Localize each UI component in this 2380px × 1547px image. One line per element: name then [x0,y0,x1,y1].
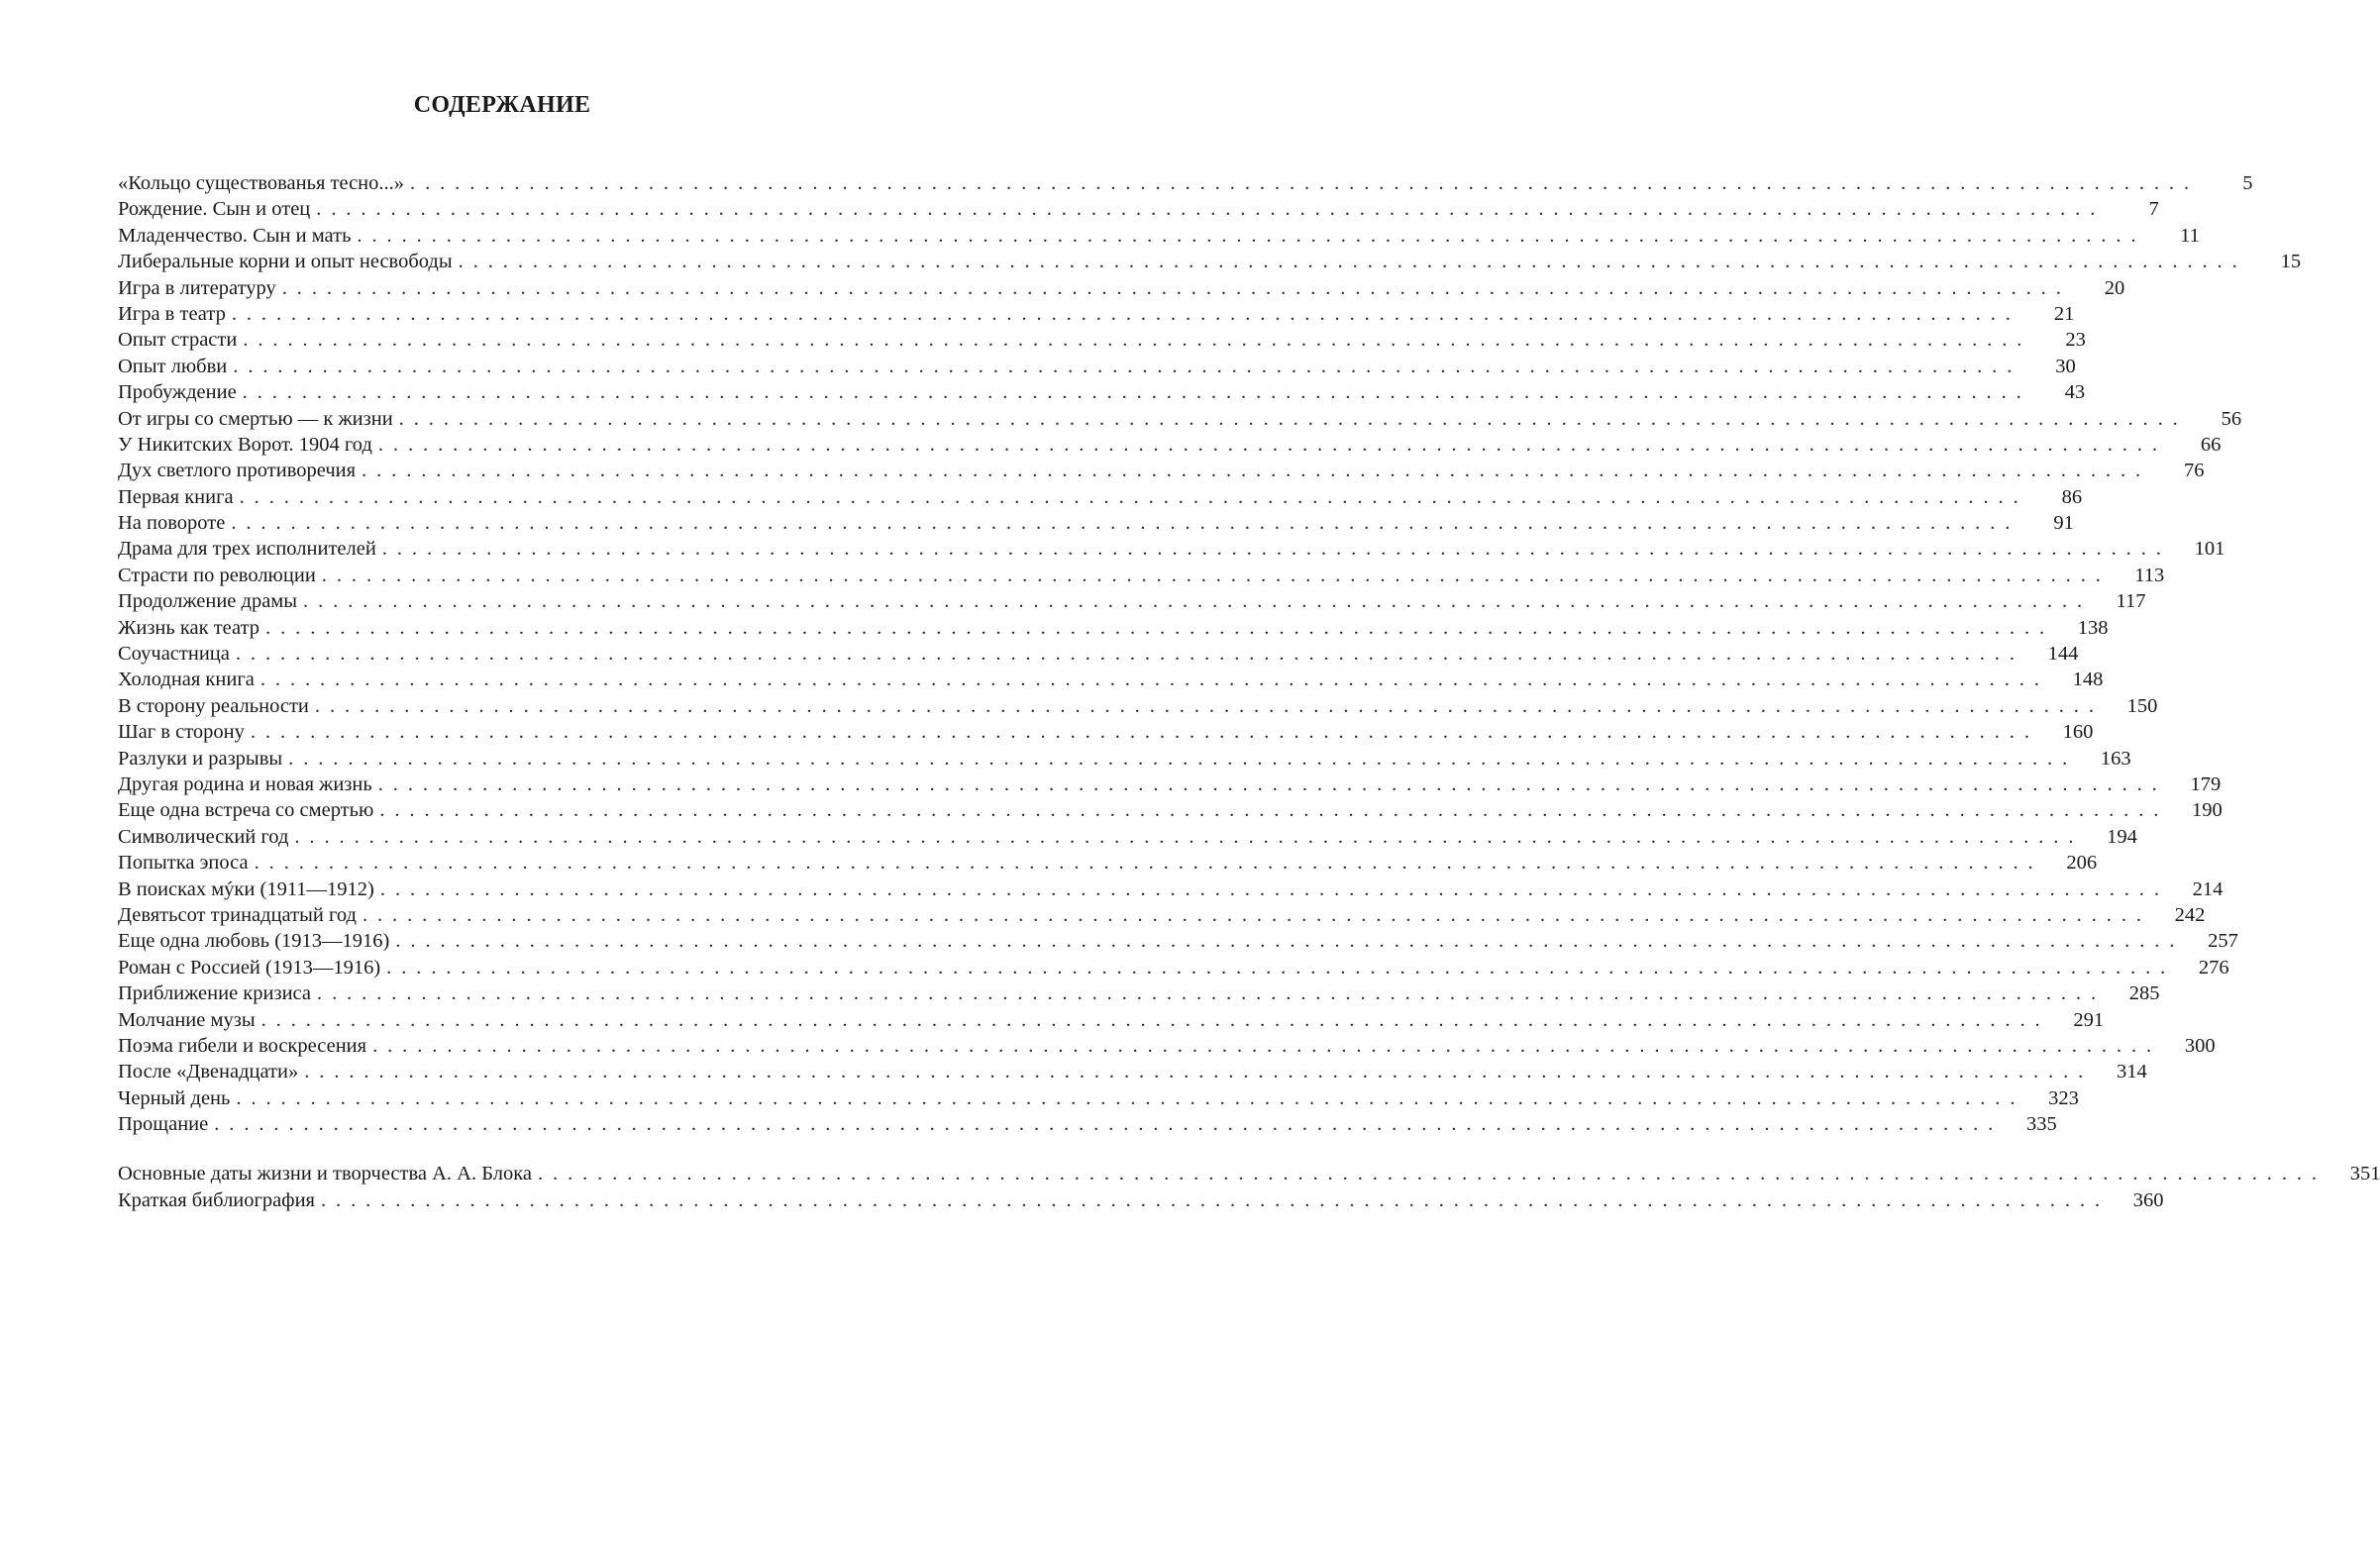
toc-page-number: 160 [2062,721,2094,744]
toc-entry-title: Холодная книга [118,669,255,691]
dot-leader: . . . . . . . . . . . . . . . . . . . . . . . . . . . . . . . . . . . . . . . . . . . . . . . . . . . . . . . . . . . . . . . . . . . . . . . . . . . . . . . . . . . . . . . . . . . . . . . . . . . . . . . . . . . . . . . . . . . . . . . . [458,251,2240,273]
toc-entry-title: Еще одна встреча со смертью [118,799,374,822]
dot-leader: . . . . . . . . . . . . . . . . . . . . . . . . . . . . . . . . . . . . . . . . . . . . . . . . . . . . . . . . . . . . . . . . . . . . . . . . . . . . . . . . . . . . . . . . . . . . . . . . . . . . . . . . . . . . . . . . . . . . . . . . [316,198,2098,221]
toc-entry-title: Младенчество. Сын и мать [118,224,352,247]
dot-leader: . . . . . . . . . . . . . . . . . . . . . . . . . . . . . . . . . . . . . . . . . . . . . . . . . . . . . . . . . . . . . . . . . . . . . . . . . . . . . . . . . . . . . . . . . . . . . . . . . . . . . . . . . . . . . . . . . . . . . . . . [362,903,2144,926]
toc-entry [118,824,2137,850]
toc-entry [118,955,2229,980]
dot-leader: . . . . . . . . . . . . . . . . . . . . . . . . . . . . . . . . . . . . . . . . . . . . . . . . . . . . . . . . . . . . . . . . . . . . . . . . . . . . . . . . . . . . . . . . . . . . . . . . . . . . . . . . . . . . . . . . . . . . . . . . [250,721,2032,744]
dot-leader: . . . . . . . . . . . . . . . . . . . . . . . . . . . . . . . . . . . . . . . . . . . . . . . . . . . . . . . . . . . . . . . . . . . . . . . . . . . . . . . . . . . . . . . . . . . . . . . . . . . . . . . . . . . . . . . . . . . . . . . . [288,747,2070,770]
toc-entry-title: Черный день [118,1086,231,1109]
toc-entry [118,275,2125,301]
toc-entry-title: На повороте [118,512,226,535]
toc-entry-title: Молчание музы [118,1008,256,1031]
toc-entry [118,1161,2380,1186]
toc-entry [118,379,2086,405]
toc-page-number: 214 [2192,877,2224,900]
toc-page-number: 138 [2077,616,2109,639]
toc-entry-title: В сторону реальности [118,694,309,717]
toc-page-number: 144 [2047,643,2079,666]
toc-entry [118,772,2222,797]
toc-entry [118,249,2302,274]
toc-entry [118,1085,2079,1111]
toc-entry [118,196,2159,222]
dot-leader: . . . . . . . . . . . . . . . . . . . . . . . . . . . . . . . . . . . . . . . . . . . . . . . . . . . . . . . . . . . . . . . . . . . . . . . . . . . . . . . . . . . . . . . . . . . . . . . . . . . . . . . . . . . . . . . . . . . . . . . . [314,694,2097,717]
toc-page-number: 360 [2132,1188,2164,1211]
toc-page-number: 323 [2048,1086,2079,1109]
dot-leader: . . . . . . . . . . . . . . . . . . . . . . . . . . . . . . . . . . . . . . . . . . . . . . . . . . . . . . . . . . . . . . . . . . . . . . . . . . . . . . . . . . . . . . . . . . . . . . . . . . . . . . . . . . . . . . . . . . . . . . . . [377,773,2160,795]
dot-leader: . . . . . . . . . . . . . . . . . . . . . . . . . . . . . . . . . . . . . . . . . . . . . . . . . . . . . . . . . . . . . . . . . . . . . . . . . . . . . . . . . . . . . . . . . . . . . . . . . . . . . . . . . . . . . . . . . . . . . . . . [260,1008,2043,1031]
toc-page-number: 7 [2148,198,2159,221]
dot-leader: . . . . . . . . . . . . . . . . . . . . . . . . . . . . . . . . . . . . . . . . . . . . . . . . . . . . . . . . . . . . . . . . . . . . . . . . . . . . . . . . . . . . . . . . . . . . . . . . . . . . . . . . . . . . . . . . . . . . . . . . [231,512,2013,535]
dot-leader: . . . . . . . . . . . . . . . . . . . . . . . . . . . . . . . . . . . . . . . . . . . . . . . . . . . . . . . . . . . . . . . . . . . . . . . . . . . . . . . . . . . . . . . . . . . . . . . . . . . . . . . . . . . . . . . . . . . . . . . . [386,956,2168,979]
toc-entry [118,928,2238,954]
dot-leader: . . . . . . . . . . . . . . . . . . . . . . . . . . . . . . . . . . . . . . . . . . . . . . . . . . . . . . . . . . . . . . . . . . . . . . . . . . . . . . . . . . . . . . . . . . . . . . . . . . . . . . . . . . . . . . . . . . . . . . . . [294,825,2076,848]
dot-leader: . . . . . . . . . . . . . . . . . . . . . . . . . . . . . . . . . . . . . . . . . . . . . . . . . . . . . . . . . . . . . . . . . . . . . . . . . . . . . . . . . . . . . . . . . . . . . . . . . . . . . . . . . . . . . . . . . . . . . . . . [398,407,2181,430]
toc-page-number: 190 [2192,799,2223,822]
dot-leader: . . . . . . . . . . . . . . . . . . . . . . . . . . . . . . . . . . . . . . . . . . . . . . . . . . . . . . . . . . . . . . . . . . . . . . . . . . . . . . . . . . . . . . . . . . . . . . . . . . . . . . . . . . . . . . . . . . . . . . . . [265,616,2047,639]
toc-entry-title: Жизнь как театр [118,616,260,639]
toc-page-number: 257 [2208,930,2238,953]
toc-page-number: 194 [2107,825,2137,848]
toc-entry-title: После «Двенадцати» [118,1061,299,1083]
toc-page-number: 21 [2053,302,2075,325]
toc-entry-title: Еще одна любовь (1913—1916) [118,930,390,953]
toc-entry [118,980,2160,1006]
toc-entry-title: В поисках мýки (1911—1912) [118,877,374,900]
toc-page-number: 113 [2134,564,2165,586]
toc-entry-title: От игры со смертью — к жизни [118,407,393,430]
dot-leader: . . . . . . . . . . . . . . . . . . . . . . . . . . . . . . . . . . . . . . . . . . . . . . . . . . . . . . . . . . . . . . . . . . . . . . . . . . . . . . . . . . . . . . . . . . . . . . . . . . . . . . . . . . . . . . . . . . . . . . . . [410,172,2192,194]
toc-entry [118,510,2074,536]
toc-entry-title: Игра в литературу [118,276,276,299]
toc-entry [118,1007,2105,1033]
toc-entry-title: Основные даты жизни и творчества А. А. Блока [118,1163,532,1186]
dot-leader: . . . . . . . . . . . . . . . . . . . . . . . . . . . . . . . . . . . . . . . . . . . . . . . . . . . . . . . . . . . . . . . . . . . . . . . . . . . . . . . . . . . . . . . . . . . . . . . . . . . . . . . . . . . . . . . . . . . . . . . . [362,460,2143,482]
toc-page-number: 56 [2221,407,2242,430]
toc-page-number: 242 [2174,903,2206,926]
toc-entry-title: Либеральные корни и опыт несвободы [118,251,453,273]
toc-page-number: 43 [2064,381,2086,404]
toc-entry [118,1111,2057,1137]
dot-leader: . . . . . . . . . . . . . . . . . . . . . . . . . . . . . . . . . . . . . . . . . . . . . . . . . . . . . . . . . . . . . . . . . . . . . . . . . . . . . . . . . . . . . . . . . . . . . . . . . . . . . . . . . . . . . . . . . . . . . . . . [259,669,2042,691]
toc-entry [118,877,2224,902]
toc-entry [118,327,2086,353]
toc-page-number: 285 [2128,982,2160,1005]
toc-entry [118,1059,2147,1084]
dot-leader: . . . . . . . . . . . . . . . . . . . . . . . . . . . . . . . . . . . . . . . . . . . . . . . . . . . . . . . . . . . . . . . . . . . . . . . . . . . . . . . . . . . . . . . . . . . . . . . . . . . . . . . . . . . . . . . . . . . . . . . . [214,1113,1996,1136]
toc-entry-title: Дух светлого противоречия [118,460,357,482]
toc-page-number: 20 [2104,276,2125,299]
toc-entry [118,902,2206,928]
toc-entry [118,641,2079,667]
toc-entry-title: Игра в театр [118,302,226,325]
toc-entry [118,458,2205,483]
toc-entry-title: Прощание [118,1113,209,1136]
toc-page-number: 206 [2066,852,2098,875]
dot-leader: . . . . . . . . . . . . . . . . . . . . . . . . . . . . . . . . . . . . . . . . . . . . . . . . . . . . . . . . . . . . . . . . . . . . . . . . . . . . . . . . . . . . . . . . . . . . . . . . . . . . . . . . . . . . . . . . . . . . . . . . [304,1061,2086,1083]
toc-entry-title: Приближение кризиса [118,982,312,1005]
toc-entry [118,588,2146,614]
toc-page-number: 148 [2072,669,2104,691]
toc-page-number: 86 [2061,485,2083,508]
dot-leader: . . . . . . . . . . . . . . . . . . . . . . . . . . . . . . . . . . . . . . . . . . . . . . . . . . . . . . . . . . . . . . . . . . . . . . . . . . . . . . . . . . . . . . . . . . . . . . . . . . . . . . . . . . . . . . . . . . . . . . . . [379,877,2162,900]
dot-leader: . . . . . . . . . . . . . . . . . . . . . . . . . . . . . . . . . . . . . . . . . . . . . . . . . . . . . . . . . . . . . . . . . . . . . . . . . . . . . . . . . . . . . . . . . . . . . . . . . . . . . . . . . . . . . . . . . . . . . . . . [236,1086,2018,1109]
dot-leader: . . . . . . . . . . . . . . . . . . . . . . . . . . . . . . . . . . . . . . . . . . . . . . . . . . . . . . . . . . . . . . . . . . . . . . . . . . . . . . . . . . . . . . . . . . . . . . . . . . . . . . . . . . . . . . . . . . . . . . . . [235,643,2018,666]
dot-leader: . . . . . . . . . . . . . . . . . . . . . . . . . . . . . . . . . . . . . . . . . . . . . . . . . . . . . . . . . . . . . . . . . . . . . . . . . . . . . . . . . . . . . . . . . . . . . . . . . . . . . . . . . . . . . . . . . . . . . . . . [239,485,2021,508]
toc-page-number: 5 [2242,172,2253,194]
toc-entry [118,1033,2216,1059]
dot-leader: . . . . . . . . . . . . . . . . . . . . . . . . . . . . . . . . . . . . . . . . . . . . . . . . . . . . . . . . . . . . . . . . . . . . . . . . . . . . . . . . . . . . . . . . . . . . . . . . . . . . . . . . . . . . . . . . . . . . . . . . [320,1188,2103,1211]
toc-appendix-list [118,1161,2380,1213]
toc-page-number: 91 [2053,512,2074,535]
toc-page-number: 300 [2184,1034,2216,1057]
toc-entry-title: Страсти по революции [118,564,316,586]
toc-entry-title: Рождение. Сын и отец [118,198,311,221]
toc-entry-title: Продолжение драмы [118,590,298,613]
toc-entry [118,850,2098,876]
toc-page-number: 15 [2280,251,2302,273]
toc-entry-title: Роман с Россией (1913—1916) [118,956,381,979]
toc-entry-title: У Никитских Ворот. 1904 год [118,433,372,456]
dot-leader: . . . . . . . . . . . . . . . . . . . . . . . . . . . . . . . . . . . . . . . . . . . . . . . . . . . . . . . . . . . . . . . . . . . . . . . . . . . . . . . . . . . . . . . . . . . . . . . . . . . . . . . . . . . . . . . . . . . . . . . . [372,1034,2154,1057]
dot-leader: . . . . . . . . . . . . . . . . . . . . . . . . . . . . . . . . . . . . . . . . . . . . . . . . . . . . . . . . . . . . . . . . . . . . . . . . . . . . . . . . . . . . . . . . . . . . . . . . . . . . . . . . . . . . . . . . . . . . . . . . [233,355,2015,377]
dot-leader: . . . . . . . . . . . . . . . . . . . . . . . . . . . . . . . . . . . . . . . . . . . . . . . . . . . . . . . . . . . . . . . . . . . . . . . . . . . . . . . . . . . . . . . . . . . . . . . . . . . . . . . . . . . . . . . . . . . . . . . . [231,302,2014,325]
toc-gap [118,1137,882,1161]
toc-entry-title: Соучастница [118,643,230,666]
toc-entry [118,484,2083,510]
toc-entry [118,719,2094,745]
dot-leader: . . . . . . . . . . . . . . . . . . . . . . . . . . . . . . . . . . . . . . . . . . . . . . . . . . . . . . . . . . . . . . . . . . . . . . . . . . . . . . . . . . . . . . . . . . . . . . . . . . . . . . . . . . . . . . . . . . . . . . . . [381,538,2164,561]
toc-entry [118,406,2242,432]
dot-leader: . . . . . . . . . . . . . . . . . . . . . . . . . . . . . . . . . . . . . . . . . . . . . . . . . . . . . . . . . . . . . . . . . . . . . . . . . . . . . . . . . . . . . . . . . . . . . . . . . . . . . . . . . . . . . . . . . . . . . . . . [254,852,2036,875]
dot-leader: . . . . . . . . . . . . . . . . . . . . . . . . . . . . . . . . . . . . . . . . . . . . . . . . . . . . . . . . . . . . . . . . . . . . . . . . . . . . . . . . . . . . . . . . . . . . . . . . . . . . . . . . . . . . . . . . . . . . . . . . [395,930,2177,953]
dot-leader: . . . . . . . . . . . . . . . . . . . . . . . . . . . . . . . . . . . . . . . . . . . . . . . . . . . . . . . . . . . . . . . . . . . . . . . . . . . . . . . . . . . . . . . . . . . . . . . . . . . . . . . . . . . . . . . . . . . . . . . . [321,564,2104,586]
dot-leader: . . . . . . . . . . . . . . . . . . . . . . . . . . . . . . . . . . . . . . . . . . . . . . . . . . . . . . . . . . . . . . . . . . . . . . . . . . . . . . . . . . . . . . . . . . . . . . . . . . . . . . . . . . . . . . . . . . . . . . . . [379,799,2161,822]
toc-page-number: 351 [2349,1163,2380,1186]
dot-leader: . . . . . . . . . . . . . . . . . . . . . . . . . . . . . . . . . . . . . . . . . . . . . . . . . . . . . . . . . . . . . . . . . . . . . . . . . . . . . . . . . . . . . . . . . . . . . . . . . . . . . . . . . . . . . . . . . . . . . . . . [317,982,2099,1005]
toc-entry [118,667,2104,692]
toc-page-number: 66 [2200,433,2222,456]
toc-entry-title: Попытка эпоса [118,852,249,875]
toc-entry [118,563,2165,588]
toc-entry-title: Первая книга [118,485,234,508]
toc-main-list [118,170,2302,1137]
toc-entry-title: Разлуки и разрывы [118,747,283,770]
toc-entry-title: Опыт страсти [118,329,238,352]
table-of-contents [118,170,2380,1213]
toc-entry-title: Другая родина и новая жизнь [118,773,372,795]
toc-entry [118,536,2225,562]
toc-page-number: 335 [2025,1113,2057,1136]
toc-page-number: 291 [2073,1008,2105,1031]
dot-leader: . . . . . . . . . . . . . . . . . . . . . . . . . . . . . . . . . . . . . . . . . . . . . . . . . . . . . . . . . . . . . . . . . . . . . . . . . . . . . . . . . . . . . . . . . . . . . . . . . . . . . . . . . . . . . . . . . . . . . . . . [357,224,2138,247]
dot-leader: . . . . . . . . . . . . . . . . . . . . . . . . . . . . . . . . . . . . . . . . . . . . . . . . . . . . . . . . . . . . . . . . . . . . . . . . . . . . . . . . . . . . . . . . . . . . . . . . . . . . . . . . . . . . . . . . . . . . . . . . [377,433,2160,456]
toc-entry-title: Символический год [118,825,289,848]
dot-leader: . . . . . . . . . . . . . . . . . . . . . . . . . . . . . . . . . . . . . . . . . . . . . . . . . . . . . . . . . . . . . . . . . . . . . . . . . . . . . . . . . . . . . . . . . . . . . . . . . . . . . . . . . . . . . . . . . . . . . . . . [242,381,2024,404]
toc-page-number: 150 [2126,694,2158,717]
toc-entry [118,1187,2164,1213]
dot-leader: . . . . . . . . . . . . . . . . . . . . . . . . . . . . . . . . . . . . . . . . . . . . . . . . . . . . . . . . . . . . . . . . . . . . . . . . . . . . . . . . . . . . . . . . . . . . . . . . . . . . . . . . . . . . . . . . . . . . . . . . [243,329,2024,352]
toc-entry [118,354,2076,379]
toc-entry [118,170,2253,196]
toc-entry-title: Девятьсот тринадцатый год [118,903,357,926]
toc-entry-title: Драма для трех исполнителей [118,538,376,561]
toc-entry-title: Краткая библиография [118,1188,315,1211]
toc-entry [118,223,2200,249]
toc-entry-title: Опыт любви [118,355,228,377]
toc-entry [118,693,2158,719]
toc-page-number: 76 [2184,460,2205,482]
page-title: СОДЕРЖАНИЕ [413,92,591,118]
toc-page-number: 276 [2198,956,2229,979]
toc-page-number: 23 [2065,329,2086,352]
toc-entry [118,432,2222,458]
toc-entry [118,797,2223,823]
toc-entry [118,301,2075,327]
toc-entry [118,615,2109,641]
toc-entry [118,746,2131,772]
toc-page-number: 117 [2116,590,2146,613]
dot-leader: . . . . . . . . . . . . . . . . . . . . . . . . . . . . . . . . . . . . . . . . . . . . . . . . . . . . . . . . . . . . . . . . . . . . . . . . . . . . . . . . . . . . . . . . . . . . . . . . . . . . . . . . . . . . . . . . . . . . . . . . [537,1163,2320,1186]
toc-page-number: 101 [2194,538,2225,561]
toc-entry-title: Поэма гибели и воскресения [118,1034,367,1057]
dot-leader: . . . . . . . . . . . . . . . . . . . . . . . . . . . . . . . . . . . . . . . . . . . . . . . . . . . . . . . . . . . . . . . . . . . . . . . . . . . . . . . . . . . . . . . . . . . . . . . . . . . . . . . . . . . . . . . . . . . . . . . . [303,590,2085,613]
toc-page-number: 179 [2190,773,2222,795]
toc-entry-title: Шаг в сторону [118,721,245,744]
toc-entry-title: «Кольцо существованья тесно...» [118,172,405,194]
toc-page-number: 163 [2100,747,2131,770]
dot-leader: . . . . . . . . . . . . . . . . . . . . . . . . . . . . . . . . . . . . . . . . . . . . . . . . . . . . . . . . . . . . . . . . . . . . . . . . . . . . . . . . . . . . . . . . . . . . . . . . . . . . . . . . . . . . . . . . . . . . . . . . [281,276,2064,299]
toc-page-number: 314 [2116,1061,2147,1083]
toc-page-number: 11 [2180,224,2200,247]
toc-entry-title: Пробуждение [118,381,237,404]
toc-page-number: 30 [2055,355,2076,377]
